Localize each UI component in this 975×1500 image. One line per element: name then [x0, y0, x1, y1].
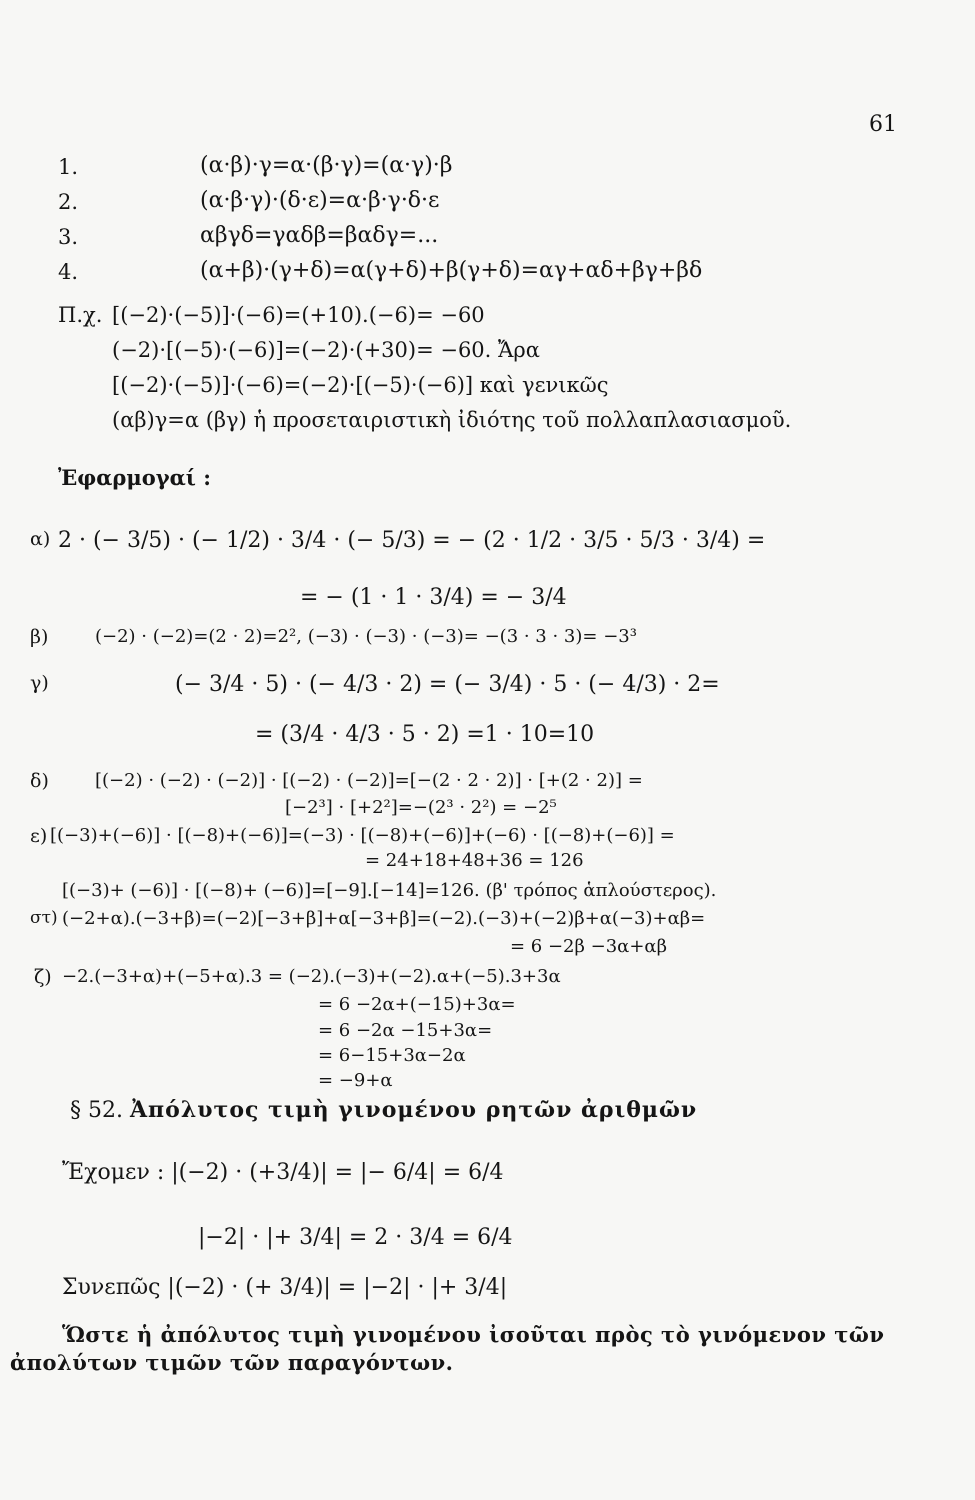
- application-line: 2 · (− 3/5) · (− 1/2) · 3/4 · (− 5/3) = − (2 · 1/2 · 3/5 · 5/3 · 3/4) =: [58, 528, 766, 553]
- property-number: 2.: [58, 190, 79, 214]
- applications-heading: Ἐφαρμογαί :: [58, 465, 212, 490]
- application-line: = −9+α: [318, 1070, 393, 1091]
- example-line: (−2)·[(−5)·(−6)]=(−2)·(+30)= −60. Ἄρα: [112, 338, 540, 362]
- item-label: γ): [30, 672, 49, 694]
- application-line: = 6 −2β −3α+αβ: [510, 936, 667, 957]
- example-prefix: Π.χ.: [58, 303, 103, 327]
- item-label: στ): [30, 908, 58, 928]
- item-label: δ): [30, 770, 49, 792]
- application-line: [(−2) · (−2) · (−2)] · [(−2) · (−2)]=[−(2 · 2 · 2)] · [+(2 · 2)] =: [95, 770, 643, 791]
- application-line: = 24+18+48+36 = 126: [365, 850, 584, 871]
- application-line: = 6 −2α −15+3α=: [318, 1020, 493, 1041]
- absolute-value-line: Ἔχομεν : |(−2) · (+3/4)| = |− 6/4| = 6/4: [62, 1160, 504, 1185]
- application-line: (−2+α).(−3+β)=(−2)[−3+β]+α[−3+β]=(−2).(−3)+(−2)β+α(−3)+αβ=: [62, 908, 706, 929]
- property-formula: (α·β)·γ=α·(β·γ)=(α·γ)·β: [200, 153, 453, 178]
- conclusion-line: ἀπολύτων τιμῶν τῶν παραγόντων.: [10, 1350, 454, 1375]
- property-number: 1.: [58, 155, 79, 179]
- property-number: 3.: [58, 225, 79, 249]
- item-label: α): [30, 528, 51, 550]
- conclusion-line: Ὥστε ἡ ἀπόλυτος τιμὴ γινομένου ἰσοῦται πρὸς τὸ γινόμενον τῶν: [62, 1322, 885, 1347]
- item-label: β): [30, 626, 49, 648]
- application-line: = 6 −2α+(−15)+3α=: [318, 994, 516, 1015]
- application-line: = 6−15+3α−2α: [318, 1045, 466, 1066]
- property-formula: αβγδ=γαδβ=βαδγ=...: [200, 223, 439, 248]
- application-line: = − (1 · 1 · 3/4) = − 3/4: [300, 585, 567, 610]
- example-line: [(−2)·(−5)]·(−6)=(−2)·[(−5)·(−6)] καὶ γενικῶς: [112, 373, 609, 397]
- item-label: ε): [30, 825, 48, 847]
- section-number: § 52.: [70, 1098, 123, 1123]
- section-heading: [70, 1097, 697, 1123]
- section-title: Ἀπόλυτος τιμὴ γινομένου ρητῶν ἀριθμῶν: [129, 1097, 698, 1123]
- application-line: = (3/4 · 4/3 · 5 · 2) =1 · 10=10: [255, 722, 595, 747]
- application-line: (−2) · (−2)=(2 · 2)=2², (−3) · (−3) · (−3)= −(3 · 3 · 3)= −3³: [95, 626, 637, 647]
- application-line: (− 3/4 · 5) · (− 4/3 · 2) = (− 3/4) · 5 · (− 4/3) · 2=: [175, 672, 720, 697]
- application-line: [−2³] · [+2²]=−(2³ · 2²) = −2⁵: [285, 797, 557, 818]
- application-line: [(−3)+(−6)] · [(−8)+(−6)]=(−3) · [(−8)+(−6)]+(−6) · [(−8)+(−6)] =: [50, 825, 675, 846]
- property-formula: (α+β)·(γ+δ)=α(γ+δ)+β(γ+δ)=αγ+αδ+βγ+βδ: [200, 258, 703, 283]
- page-number: 61: [869, 112, 897, 137]
- absolute-value-line: Συνεπῶς |(−2) · (+ 3/4)| = |−2| · |+ 3/4|: [62, 1275, 508, 1300]
- application-line: [(−3)+ (−6)] · [(−8)+ (−6)]=[−9].[−14]=126. (β' τρόπος ἁπλούστερος).: [62, 880, 717, 901]
- property-number: 4.: [58, 260, 79, 284]
- absolute-value-line: |−2| · |+ 3/4| = 2 · 3/4 = 6/4: [198, 1225, 513, 1250]
- example-line: (αβ)γ=α (βγ) ἡ προσεταιριστικὴ ἰδιότης τοῦ πολλαπλασιασμοῦ.: [112, 408, 792, 432]
- item-label: ζ): [34, 966, 52, 988]
- application-line: −2.(−3+α)+(−5+α).3 = (−2).(−3)+(−2).α+(−5).3+3α: [62, 966, 561, 987]
- example-line: [(−2)·(−5)]·(−6)=(+10).(−6)= −60: [112, 303, 485, 327]
- property-formula: (α·β·γ)·(δ·ε)=α·β·γ·δ·ε: [200, 188, 440, 213]
